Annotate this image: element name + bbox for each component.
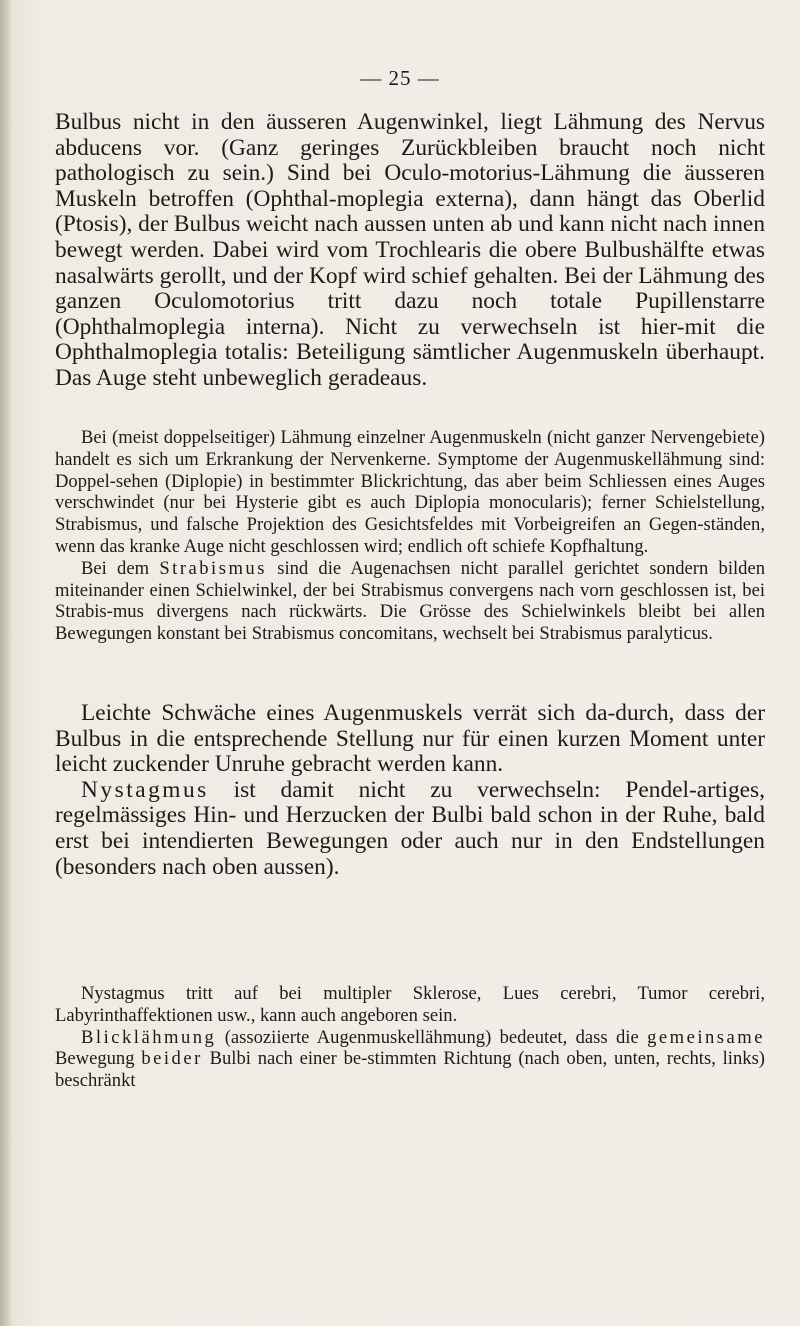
paragraph-text: Bulbi nach einer be-stimmten Richtung (nach oben, unten, rechts, links) beschränkt xyxy=(55,1048,765,1092)
large-print-section xyxy=(55,701,765,880)
term-blicklaehmung: Blicklähmung xyxy=(81,1026,217,1048)
paragraph-leichte-schwaeche: Leichte Schwäche eines Augenmuskels verrät sich da-durch, dass der Bulbus in die entsprechende Stellung nur für einen kurzen Moment unter leicht zuckender Unruhe gebracht werden kann. xyxy=(55,700,765,778)
small-print-section-b xyxy=(55,983,765,1092)
page-gutter-shadow xyxy=(0,0,12,1326)
paragraph-oculomotorius xyxy=(55,110,765,392)
paragraph-strabismus xyxy=(55,558,765,645)
term-nystagmus: Nystagmus xyxy=(81,776,209,803)
paragraph-text: Bewegung xyxy=(55,1048,142,1070)
paragraph-augenmuskellaehmung: Bei (meist doppelseitiger) Lähmung einzelner Augenmuskeln (nicht ganzer Nervengebiete) handelt es sich um Erkrankung der Nervenkerne. Symptome der Augenmuskellähmung sind: Doppel-sehen (Diplopie) in bestimmter Blickrichtung, das aber beim Schliessen eines Auges verschwindet (nur bei Hysterie gibt es auch Diplopia monocularis); ferner Schielstellung, Strabismus, und falsche Projektion des Gesichtsfeldes mit Vorbeigreifen an Gegen-ständen, wenn das kranke Auge nicht geschlossen wird; endlich oft schiefe Kopfhaltung. xyxy=(55,427,765,557)
term-gemeinsame: gemeinsame xyxy=(647,1026,765,1048)
paragraph-lead: Bei dem xyxy=(81,557,160,579)
paragraph-nystagmus xyxy=(55,778,765,880)
paragraph-nystagmus-ursachen: Nystagmus tritt auf bei multipler Sklerose, Lues cerebri, Tumor cerebri, Labyrinthaffektionen usw., kann auch angeboren sein. xyxy=(55,983,765,1026)
paragraph-text: ist damit nicht zu verwechseln: Pendel-artiges, regelmässiges Hin- und Herzucken der Bulbi bald schon in der Ruhe, bald erst bei intendierten Bewegungen oder auch nur in den Endstellungen (besonders nach oben aussen). xyxy=(55,776,765,880)
paragraph-text: sind die Augenachsen nicht parallel gerichtet sondern bilden miteinander einen Schielwinkel, der bei Strabismus convergens nach vorn geschlossen ist, bei Strabis-mus divergens nach rückwärts. Die Grösse des Schielwinkels bleibt bei allen Bewegungen konstant bei Strabismus concomitans, wechselt bei Strabismus paralyticus. xyxy=(55,557,765,645)
term-strabismus: Strabismus xyxy=(159,557,267,579)
paragraph-text: (assoziierte Augenmuskellähmung) bedeutet, dass die xyxy=(216,1026,648,1048)
term-beider: beider xyxy=(141,1048,203,1070)
page-number: — 25 — xyxy=(360,66,440,90)
small-print-section-a xyxy=(55,427,765,645)
paragraph-text: Bulbus nicht in den äusseren Augenwinkel, liegt Lähmung des Nervus abducens vor. (Ganz geringes Zurückbleiben braucht noch nicht pathologisch zu sein.) Sind bei Oculo-motorius-Lähmung die äusseren Muskeln betroffen (Ophthal-moplegia externa), dann hängt das Oberlid (Ptosis), der Bulbus weicht nach aussen unten ab und kann nicht nach innen bewegt werden. Dabei wird vom Trochlearis die obere Bulbushälfte etwas nasalwärts gerollt, und der Kopf wird schief gehalten. Bei der Lähmung des ganzen Oculomotorius tritt dazu noch totale Pupillenstarre (Ophthalmoplegia interna). Nicht zu verwechseln ist hier-mit die Ophthalmoplegia totalis: Beteiligung sämtlicher Augenmuskeln überhaupt. Das Auge steht unbeweglich geradeaus. xyxy=(55,109,766,391)
paragraph-blicklaehmung xyxy=(55,1027,765,1092)
